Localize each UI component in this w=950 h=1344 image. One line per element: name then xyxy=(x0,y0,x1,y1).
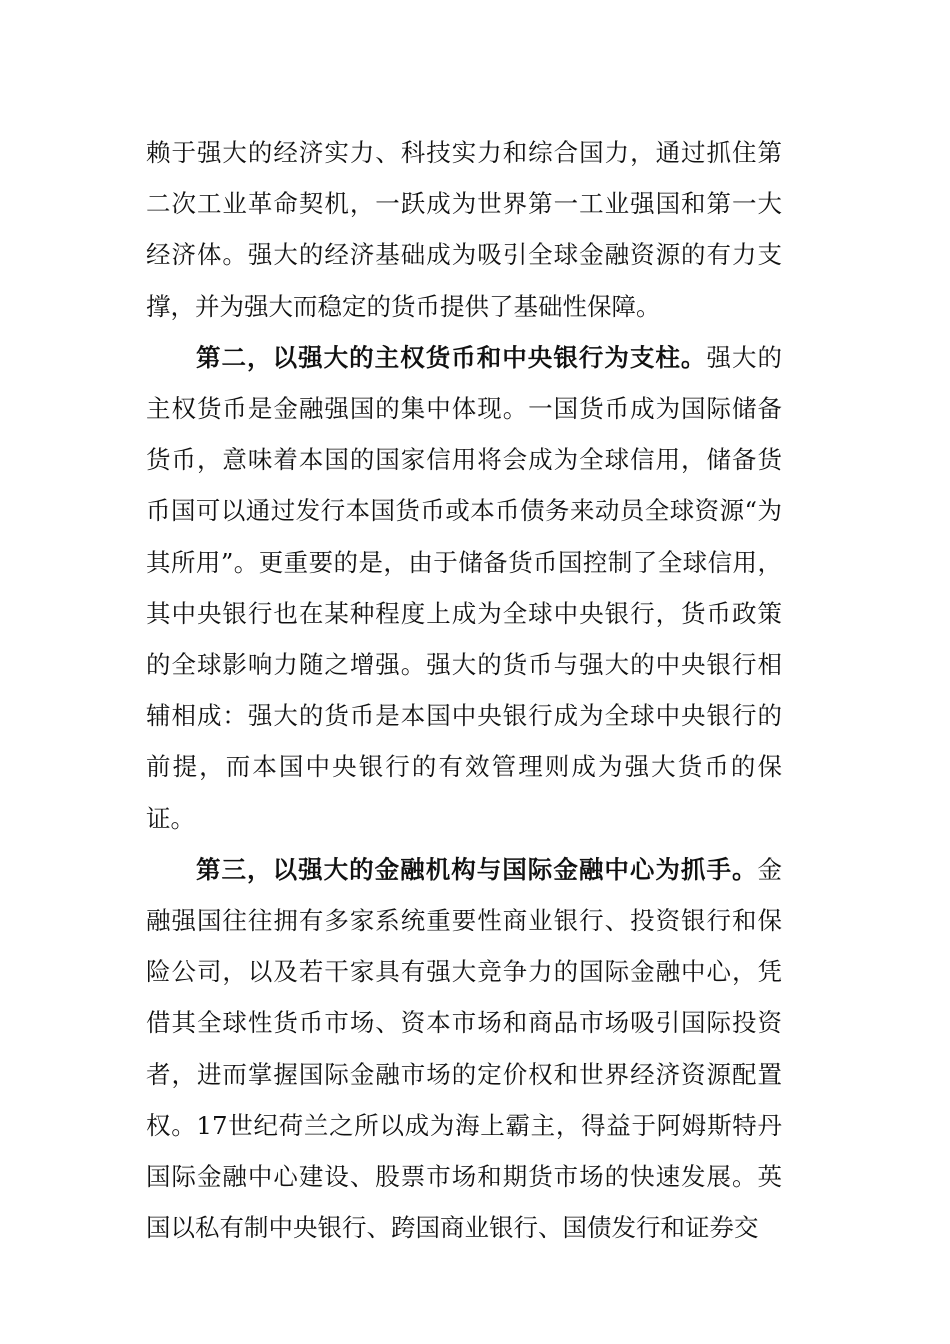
paragraph-body: 赖于强大的经济实力、科技实力和综合国力，通过抓住第二次工业革命契机，一跃成为世界第一工业强国和第一大经济体。强大的经济基础成为吸引全球金融资源的有力支撑，并为强大而稳定的货币提供了基础性保障。 xyxy=(146,138,782,321)
paragraph-lead-heading: 第二，以强大的主权货币和中央银行为支柱。 xyxy=(196,342,707,372)
paragraph-lead-heading: 第三，以强大的金融机构与国际金融中心为抓手。 xyxy=(196,854,758,884)
paragraph-continuation xyxy=(146,127,782,332)
paragraph-body: 强大的主权货币是金融强国的集中体现。一国货币成为国际储备货币，意味着本国的国家信用将会成为全球信用，储备货币国可以通过发行本国货币或本币债务来动员全球资源“为其所用”。更重要的是，由于储备货币国控制了全球信用，其中央银行也在某种程度上成为全球中央银行，货币政策的全球影响力随之增强。强大的货币与强大的中央银行相辅相成：强大的货币是本国中央银行成为全球中央银行的前提，而本国中央银行的有效管理则成为强大货币的保证。 xyxy=(146,342,782,833)
paragraph-second-point xyxy=(146,332,782,844)
paragraph-body: 金融强国往往拥有多家系统重要性商业银行、投资银行和保险公司，以及若干家具有强大竞争力的国际金融中心，凭借其全球性货币市场、资本市场和商品市场吸引国际投资者，进而掌握国际金融市场的定价权和世界经济资源配置权。17世纪荷兰之所以成为海上霸主，得益于阿姆斯特丹国际金融中心建设、股票市场和期货市场的快速发展。英国以私有制中央银行、跨国商业银行、国债发行和证券交 xyxy=(146,854,782,1243)
paragraph-third-point xyxy=(146,844,782,1254)
document-page xyxy=(146,127,782,1253)
